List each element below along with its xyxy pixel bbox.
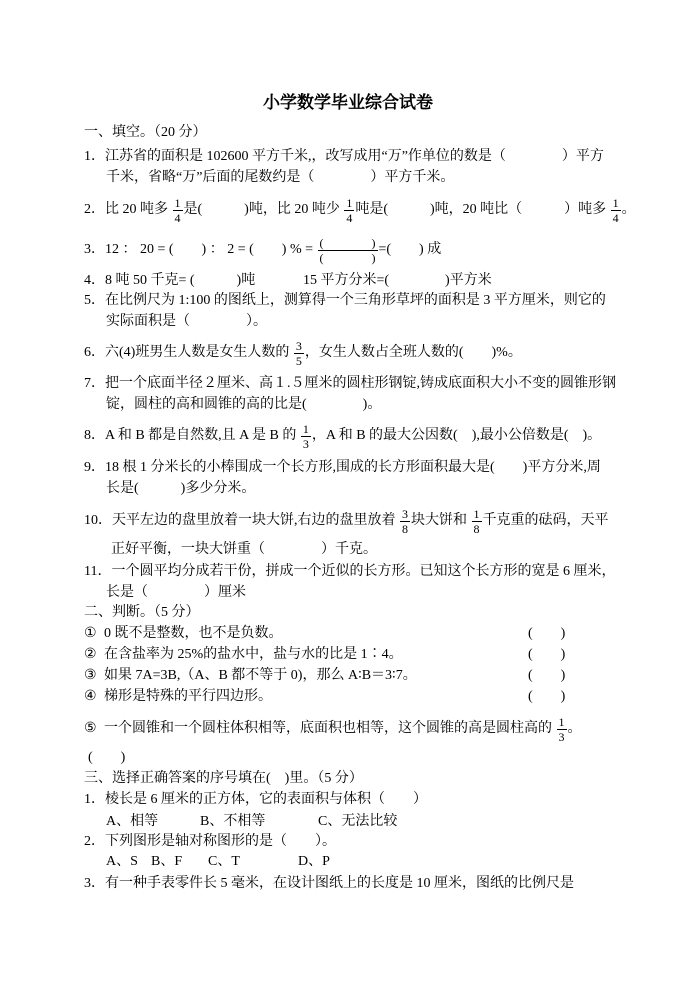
item-marker: ③ <box>84 668 97 683</box>
fraction <box>318 236 378 265</box>
q5-text-cont: 实际面积是（ ）。 <box>106 314 267 329</box>
fraction <box>472 507 482 536</box>
q2-text-d: 。 <box>621 202 636 217</box>
q2-line <box>84 195 636 225</box>
q10-line2 <box>111 541 377 559</box>
answer-blank: ( ) <box>528 668 566 683</box>
q5-line1 <box>84 292 606 310</box>
q5-text: 5．在比例尺为 1:100 的图纸上，测算得一个三角形草坪的面积是 3 平方厘米，则它的 <box>84 293 606 308</box>
section-heading-fill-in <box>84 124 207 142</box>
answer-blank: ( ) <box>528 626 566 641</box>
choice-q2-option-b: B、F <box>151 854 183 869</box>
fraction-denominator: 8 <box>402 521 408 536</box>
fraction <box>611 196 621 225</box>
q10-text-b: 块大饼和 <box>411 513 471 528</box>
answer-blank: ( ) <box>528 647 566 662</box>
q3-text-b: =( ) 成 <box>378 242 442 257</box>
q9-line2 <box>106 480 255 498</box>
item-text-b: 。 <box>567 721 582 736</box>
question-text: 1．棱长是 6 厘米的正方体，它的表面积与体积（ ） <box>84 792 427 807</box>
judge-item-5 <box>84 714 582 744</box>
heading-text: 三、选择正确答案的序号填在( )里。（5 分） <box>84 771 363 786</box>
item-marker: ⑤ <box>84 721 97 736</box>
item-text: 在含盐率为 25%的盐水中，盐与水的比是 1∶4。 <box>104 647 403 662</box>
q6-text-a: 6．六(4)班男生人数是女生人数的 <box>84 345 293 360</box>
q2-text-b: 是( )吨，比 20 吨少 <box>183 202 344 217</box>
q10-line1 <box>84 506 609 536</box>
fraction-denominator: 4 <box>612 210 619 225</box>
q2-text-c: 吨是( )吨，20 吨比（ ）吨多 <box>355 202 610 217</box>
item-marker: ④ <box>84 689 97 704</box>
q1-text-cont: 千米，省略“万”后面的尾数约是（ ）平方千米。 <box>106 170 455 185</box>
q6-text-b: ，女生人数占全班人数的( )%。 <box>304 345 522 360</box>
item-text: 如果 7A=3B,（A、B 都不等于 0)，那么 A∶B＝3∶7。 <box>104 668 417 683</box>
fraction-numerator: 1 <box>346 195 353 210</box>
answer-blank: ( ) <box>528 689 566 704</box>
q7-text-cont: 锭，圆柱的高和圆锥的高的比是( )。 <box>106 397 382 412</box>
choice-q2-option-d: D、P <box>298 854 330 869</box>
fraction-numerator: 3 <box>295 338 302 353</box>
fraction <box>173 196 183 225</box>
q4-text-b: 15 平方分米=( )平方米 <box>303 273 492 288</box>
fraction-numerator: 1 <box>558 714 565 729</box>
q11-text-cont: 长是（ ）厘米 <box>106 585 246 600</box>
section-heading-choice <box>84 770 363 788</box>
q11-line2 <box>106 584 246 602</box>
q9-text-cont: 长是( )多少分米。 <box>106 481 256 496</box>
q10-text-cont: 正好平衡，一块大饼重（ ）千克。 <box>111 542 377 557</box>
fraction-numerator: 1 <box>612 195 619 210</box>
heading-text: 一、填空。（20 分） <box>84 125 207 140</box>
choice-q2-option-c: C、T <box>208 854 240 869</box>
fraction-numerator: ( ) <box>319 235 376 250</box>
q5-line2 <box>106 313 267 331</box>
q9-line1 <box>84 459 601 477</box>
answer-blank: ( ) <box>88 750 126 765</box>
q8-line <box>84 421 602 451</box>
fraction <box>557 715 567 744</box>
q4-line-right <box>303 272 492 290</box>
fraction-denominator: 3 <box>302 436 309 451</box>
q4-text-a: 4．8 吨 50 千克= ( )吨 <box>84 273 256 288</box>
fraction <box>400 507 410 536</box>
fraction <box>294 339 304 368</box>
question-text: 3．有一种手表零件长 5 毫米，在设计图纸上的长度是 10 厘米，图纸的比例尺是 <box>84 876 574 891</box>
q11-line1 <box>84 563 615 581</box>
q1-line2 <box>106 169 454 187</box>
q11-text: 11．一个圆平均分成若干份，拼成一个近似的长方形。已知这个长方形的宽是 6 厘米， <box>84 564 616 579</box>
q10-text-c: 千克重的砝码，天平 <box>482 513 609 528</box>
choice-q1-option-a: A、相等 <box>106 814 159 829</box>
choice-q2-stem <box>84 833 336 851</box>
q10-text-a: 10．天平左边的盘里放着一块大饼,右边的盘里放着 <box>84 513 399 528</box>
fraction-numerator: 3 <box>402 506 408 521</box>
fraction <box>301 422 311 451</box>
item-marker: ① <box>84 626 97 641</box>
choice-q2-option-a: A、S <box>106 854 138 869</box>
q3-line <box>84 235 442 265</box>
page-title: 小学数学毕业综合试卷 <box>263 93 433 112</box>
judge-item-5-blank-line <box>88 749 125 767</box>
choice-q1-option-b: B、不相等 <box>200 814 266 829</box>
fraction-denominator: 4 <box>346 210 353 225</box>
section-heading-judge <box>84 604 200 622</box>
judge-item-1 <box>84 625 283 643</box>
q8-text-b: ，A 和 B 的最大公因数( ),最小公倍数是( )。 <box>311 428 602 443</box>
q7-line1 <box>84 375 616 393</box>
q3-text-a: 3．12 ： 20 = ( ) ： 2 = ( ) % = <box>84 242 317 257</box>
q1-text: 1．江苏省的面积是 102600 平方千米,，改写成用“万”作单位的数是（ ）平方 <box>84 149 604 164</box>
fraction-numerator: 1 <box>174 195 181 210</box>
judge-item-3 <box>84 667 417 685</box>
item-text: 梯形是特殊的平行四边形。 <box>104 689 272 704</box>
q7-line2 <box>106 396 381 414</box>
choice-q3-stem <box>84 875 574 893</box>
fraction-denominator: 8 <box>473 521 480 536</box>
q1-line1 <box>84 148 604 166</box>
choice-q1-stem <box>84 791 427 809</box>
question-text: 2．下列图形是轴对称图形的是（ ）。 <box>84 834 336 849</box>
q4-line-left <box>84 272 255 290</box>
judge-item-4 <box>84 688 272 706</box>
q2-text-a: 2．比 20 吨多 <box>84 202 172 217</box>
fraction-denominator: 4 <box>174 210 181 225</box>
fraction-denominator: 5 <box>295 353 302 368</box>
item-text: 0 既不是整数，也不是负数。 <box>104 626 283 641</box>
heading-text: 二、判断。（5 分） <box>84 605 200 620</box>
q9-text: 9．18 根 1 分米长的小棒围成一个长方形,围成的长方形面积最大是( )平方分米,周 <box>84 460 601 475</box>
fraction-numerator: 1 <box>302 421 309 436</box>
q6-line <box>84 338 522 368</box>
judge-item-2 <box>84 646 403 664</box>
q8-text-a: 8．A 和 B 都是自然数,且 A 是 B 的 <box>84 428 300 443</box>
choice-q1-option-c: C、无法比较 <box>318 814 398 829</box>
fraction <box>344 196 354 225</box>
item-text-a: 一个圆锥和一个圆柱体积相等，底面积也相等，这个圆锥的高是圆柱高的 <box>104 721 556 736</box>
fraction-numerator: 1 <box>473 506 480 521</box>
fraction-denominator: 3 <box>558 729 565 744</box>
q7-text: 7．把一个底面半径２厘米、高１.５厘米的圆柱形钢锭,铸成底面积大小不变的圆锥形钢 <box>84 376 616 391</box>
fraction-denominator: ( ) <box>319 250 376 265</box>
item-marker: ② <box>84 647 97 662</box>
